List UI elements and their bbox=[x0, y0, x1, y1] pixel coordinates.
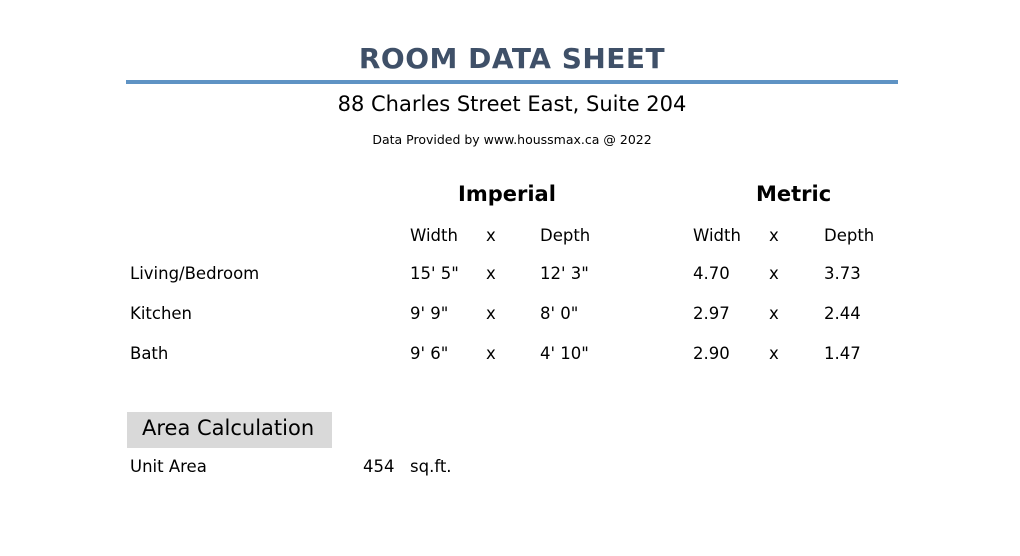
unit-area-unit: sq.ft. bbox=[410, 457, 452, 476]
metric-x: x bbox=[769, 304, 779, 323]
room-name: Kitchen bbox=[130, 304, 193, 323]
room-name: Bath bbox=[130, 344, 169, 363]
imperial-width-value: 9' 9" bbox=[410, 304, 449, 323]
unit-area-label: Unit Area bbox=[130, 457, 207, 476]
metric-depth-value: 2.44 bbox=[824, 304, 861, 323]
page-title: ROOM DATA SHEET bbox=[358, 42, 666, 75]
metric-depth-value: 1.47 bbox=[824, 344, 861, 363]
room-name: Living/Bedroom bbox=[130, 264, 260, 283]
imperial-x: x bbox=[486, 304, 496, 323]
metric-width-value: 4.70 bbox=[693, 264, 730, 283]
data-provider-note: Data Provided by www.houssmax.ca @ 2022 bbox=[372, 132, 652, 147]
unit-area-value: 454 bbox=[363, 457, 395, 476]
imperial-depth-value: 4' 10" bbox=[540, 344, 589, 363]
imperial-width-value: 9' 6" bbox=[410, 344, 449, 363]
imperial-heading: Imperial bbox=[458, 182, 556, 206]
metric-depth-header: Depth bbox=[824, 226, 875, 245]
property-address: 88 Charles Street East, Suite 204 bbox=[337, 92, 687, 116]
metric-x-header: x bbox=[769, 226, 779, 245]
title-divider bbox=[126, 80, 898, 84]
imperial-depth-header: Depth bbox=[540, 226, 591, 245]
imperial-depth-value: 12' 3" bbox=[540, 264, 589, 283]
metric-heading: Metric bbox=[756, 182, 832, 206]
imperial-depth-value: 8' 0" bbox=[540, 304, 579, 323]
imperial-x: x bbox=[486, 264, 496, 283]
metric-width-value: 2.90 bbox=[693, 344, 730, 363]
imperial-width-value: 15' 5" bbox=[410, 264, 459, 283]
metric-width-header: Width bbox=[693, 226, 741, 245]
imperial-x: x bbox=[486, 344, 496, 363]
metric-x: x bbox=[769, 264, 779, 283]
metric-x: x bbox=[769, 344, 779, 363]
imperial-x-header: x bbox=[486, 226, 496, 245]
imperial-width-header: Width bbox=[410, 226, 458, 245]
area-calculation-heading: Area Calculation bbox=[142, 416, 315, 440]
metric-width-value: 2.97 bbox=[693, 304, 730, 323]
metric-depth-value: 3.73 bbox=[824, 264, 861, 283]
